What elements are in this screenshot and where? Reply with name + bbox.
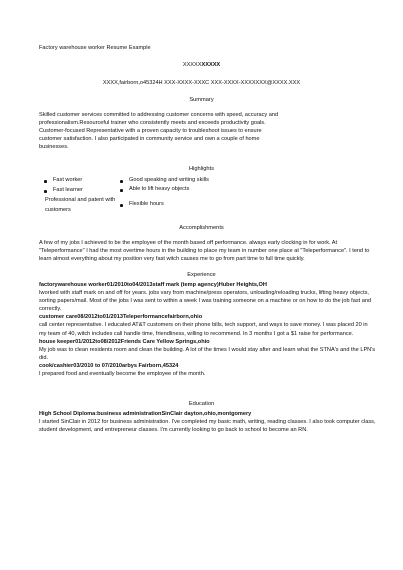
job-title: customer care08/2012to01/2013Teleperformancefairborn,ohio <box>39 314 203 321</box>
summary-line: businesses. <box>39 144 69 151</box>
job-line: My job was to clean residents room and clean the building. A lot of the times I would stay after and learn what the STNA's and the LPN's <box>39 346 376 353</box>
job-line: sorting papers/mail. Most of the jobs I was sent to within a week I was training someone on a machine or on how to do the job fast and <box>39 298 372 305</box>
contact-line: XXXX,fairborn,o45324H XXX-XXXX-XXXC XXX-XXXX-XXXXXXX@XXXX.XXX <box>102 80 301 86</box>
experience-list <box>39 281 375 378</box>
job-line: call center representative. I educated AT&T customers on their phone bills, tech support, and ways to save money. I was placed 20 in <box>39 322 368 329</box>
accomplishment-line: "Teleperformance" I had the most overtime hours in the building to place my team in number one place at "Teleperformance". I tend to <box>39 248 370 255</box>
summary-line: professionalism.Resourceful trainer who consistently meets and exceeds productivity goals. <box>39 120 266 127</box>
document-title: Factory warehouse worker Resume Example <box>39 45 151 51</box>
job-title: house keeper01/2012to08/2012Friends Care Yellow Springs,ohio <box>39 338 210 345</box>
highlight-item: Fast worker <box>53 177 83 183</box>
job-title: factorywarehouse worker01/2010to04/2013staff mark (temp agency)Huber Heights,OH <box>39 282 267 288</box>
candidate-name <box>0 62 403 70</box>
education-block <box>39 410 376 434</box>
name-first: XXXXX <box>182 62 202 68</box>
highlight-item: Fast learner <box>53 187 83 193</box>
bullet-icon <box>120 204 123 207</box>
bullet-icon <box>44 190 47 193</box>
summary-line: Skilled customer services committed to addressing customer concerns with speed, accuracy and <box>39 112 279 118</box>
summary-line: customer satisfaction. I also participated in community service and own a couple of home <box>39 136 260 143</box>
accomplishments-heading: Accomplishments <box>179 225 224 231</box>
job-title: cook/cashier03/2010 to 07/2010arbys Fairborn,45324 <box>39 362 179 369</box>
summary-heading: Summary <box>189 97 214 103</box>
highlight-item: Professional and patent with <box>45 197 116 203</box>
highlights-heading: Highlights <box>189 166 214 172</box>
job-line: I prepared food and eventually become the employee of the month. <box>39 371 206 378</box>
bullet-icon <box>120 189 123 192</box>
summary-line: Customer-focused Representative with a proven capacity to troubleshoot issues to ensure <box>39 128 262 135</box>
education-line: student development, and entrepreneur classes. I'm currently looking to go back to school to become an RN. <box>39 427 308 434</box>
experience-heading: Experience <box>187 272 216 278</box>
job-line: correctly. <box>39 306 62 313</box>
education-title: High School Diploma:business administrationSinClair dayton,ohio,montgomery <box>39 411 252 417</box>
accomplishment-line: learn almost everything about my position very fast witch causes me to go from part time to full time quickly. <box>39 256 305 263</box>
bullet-icon <box>120 180 123 183</box>
job-line: Iworked with staff mark on and off for years. jobs vary from machine/press operators, unloading/reloading trucks, lifting heavy objects, <box>39 290 369 297</box>
education-line: I started SinClair in 2012 for business administration. I've completed my basic math, writing, reading classes. I also took computer class, <box>39 419 376 426</box>
highlight-item-cont: customers <box>45 207 71 213</box>
name-last: XXXXX <box>201 62 221 68</box>
education-heading: Education <box>188 401 215 407</box>
summary-text <box>39 111 359 151</box>
highlight-item: Flexible hours <box>129 201 164 207</box>
accomplishments-text <box>39 239 369 263</box>
bullet-icon <box>44 180 47 183</box>
job-line: did. <box>39 354 49 361</box>
job-line: my team of 40, witch includes call handle time, friendliness, willing to recommend. In 3 months I got a $1 raise for performance. <box>39 330 354 337</box>
highlight-item: Good speaking and writing skills <box>129 177 209 183</box>
highlight-item: Able to lift heavy objects <box>129 186 190 192</box>
accomplishment-line: A few of my jobs I achieved to be the employee of the month based off performance. always early clocking in for work. At <box>39 240 338 246</box>
